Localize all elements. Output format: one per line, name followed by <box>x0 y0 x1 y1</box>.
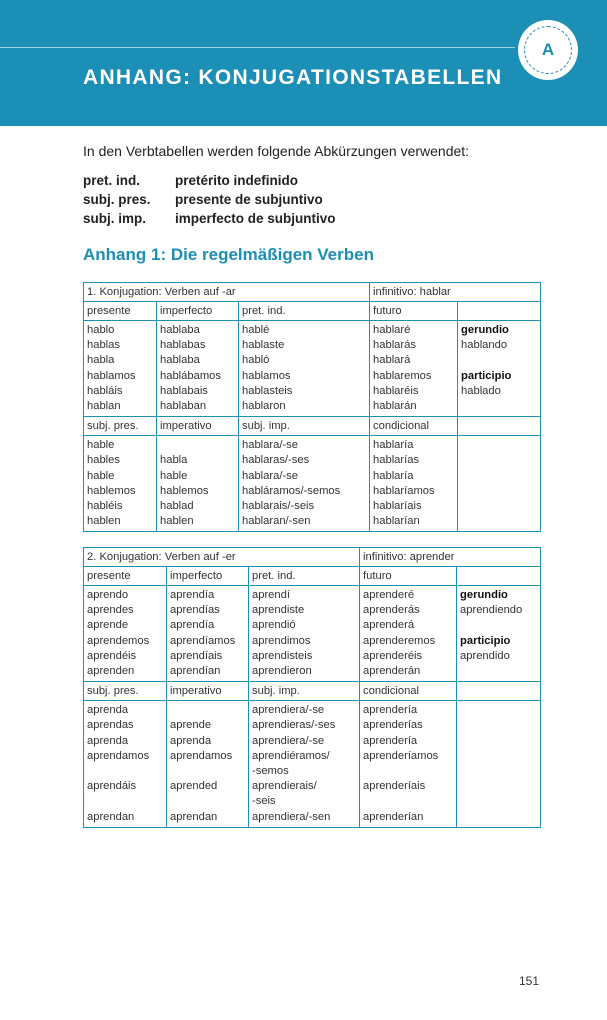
subj-pres-cell <box>84 701 167 828</box>
appendix-badge-letter: A <box>524 26 572 74</box>
verb-form: aprende <box>170 719 212 732</box>
abbreviation-key: pret. ind. <box>83 173 140 188</box>
verb-form: aprenda <box>87 734 129 747</box>
column-header-empty <box>457 682 541 701</box>
condicional-cell <box>360 701 457 828</box>
verb-form: hablaré <box>373 324 411 336</box>
verb-form: hablad <box>160 500 194 513</box>
verb-form: -semos <box>252 765 289 778</box>
verb-form: aprendierais/ <box>252 780 317 793</box>
conjugation-table-ar <box>83 282 541 532</box>
verb-form: hablarais/-seis <box>242 500 315 513</box>
verb-form: hablaste <box>242 339 285 352</box>
participio-form: aprendido <box>460 649 510 662</box>
conjugation-table-er <box>83 547 541 828</box>
abbreviation-value: imperfecto de subjuntivo <box>175 211 336 226</box>
verb-form: hablen <box>87 515 121 528</box>
verb-form: aprendieras/-ses <box>252 719 336 732</box>
verb-form: aprendamos <box>170 749 233 762</box>
column-header-empty <box>458 417 541 436</box>
verb-form: hablan <box>87 400 121 413</box>
verb-form: hablo <box>87 324 115 336</box>
verb-form: hable <box>87 439 115 452</box>
verb-form: hablamos <box>242 369 291 382</box>
intro-text: In den Verbtabellen werden folgende Abkürzungen verwendet: <box>83 143 470 159</box>
participio-label: participio <box>461 369 512 382</box>
verb-form: -seis <box>252 795 276 808</box>
verb-form: aprendería <box>363 734 418 747</box>
column-header: futuro <box>370 302 458 321</box>
verb-form: hablas <box>87 339 120 352</box>
verb-form: aprenderán <box>363 665 421 678</box>
subj-pres-cell <box>84 436 157 532</box>
verb-form: habláis <box>87 384 123 397</box>
gerundio-label: gerundio <box>461 324 509 336</box>
gerundio-form: hablando <box>461 339 508 352</box>
verb-form: aprendía <box>170 589 215 601</box>
verb-form: aprendiste <box>252 604 305 617</box>
verb-form: hablaremos <box>373 369 432 382</box>
verb-form: hablarás <box>373 339 416 352</box>
column-header: condicional <box>360 682 457 701</box>
verb-form: aprendáis <box>87 780 137 793</box>
verb-form: hablarían <box>373 515 420 528</box>
verb-form: hablemos <box>87 484 136 497</box>
verb-form: hablaban <box>160 400 207 413</box>
imperfecto-cell <box>157 321 239 417</box>
verb-form: hablaréis <box>373 384 419 397</box>
verb-form: hablabas <box>160 339 206 352</box>
subj-imp-cell <box>239 436 370 532</box>
verb-form: aprenden <box>87 665 135 678</box>
header-rule <box>0 47 515 48</box>
nonfinite-cell <box>457 586 541 682</box>
table-infinitive: infinitivo: aprender <box>360 548 541 567</box>
verb-form: habla <box>160 454 188 467</box>
verb-form: habláramos/-semos <box>242 484 341 497</box>
table-title: 2. Konjugation: Verben auf -er <box>84 548 360 567</box>
verb-form <box>170 703 245 718</box>
empty-cell <box>458 436 541 532</box>
verb-form: aprendes <box>87 604 134 617</box>
verb-form: hablen <box>160 515 194 528</box>
verb-form: hablaron <box>242 400 286 413</box>
abbreviation-list <box>83 171 336 228</box>
empty-cell <box>457 701 541 828</box>
verb-form: hablabais <box>160 384 208 397</box>
verb-form: aprenderemos <box>363 634 436 647</box>
verb-form: aprendas <box>87 719 134 732</box>
verb-form: hablará <box>373 354 411 367</box>
appendix-badge <box>518 20 578 80</box>
verb-form: aprenda <box>87 704 129 717</box>
pret-ind-cell <box>249 586 360 682</box>
participio-label: participio <box>460 634 511 647</box>
verb-form: aprenda <box>170 734 212 747</box>
column-header-empty <box>458 302 541 321</box>
gerundio-form: aprendiendo <box>460 604 523 617</box>
table-infinitive: infinitivo: hablar <box>370 283 541 302</box>
verb-form: hablaba <box>160 354 200 367</box>
column-header: subj. pres. <box>84 417 157 436</box>
verb-form: hables <box>87 454 120 467</box>
verb-form: aprendíais <box>170 649 223 662</box>
verb-form: aprendiéramos/ <box>252 749 330 762</box>
verb-form: aprenderá <box>363 619 415 632</box>
pret-ind-cell <box>239 321 370 417</box>
verb-form <box>160 438 235 453</box>
verb-form: hablé <box>242 324 270 336</box>
abbreviation-key: subj. imp. <box>83 211 147 226</box>
verb-form: aprendiera/-sen <box>252 810 331 823</box>
imperfecto-cell <box>167 586 249 682</box>
abbreviation-value: pretérito indefinido <box>175 173 298 188</box>
verb-form: aprenderé <box>363 589 415 601</box>
verb-form: hablaría <box>373 469 414 482</box>
column-header: condicional <box>370 417 458 436</box>
column-header: imperfecto <box>157 302 239 321</box>
verb-form: aprendan <box>87 810 135 823</box>
verb-form: hablasteis <box>242 384 293 397</box>
column-header: imperfecto <box>167 567 249 586</box>
column-header: subj. imp. <box>239 417 370 436</box>
presente-cell <box>84 586 167 682</box>
table-title: 1. Konjugation: Verben auf -ar <box>84 283 370 302</box>
column-header: presente <box>84 302 157 321</box>
futuro-cell <box>360 586 457 682</box>
verb-form: hablaba <box>160 324 200 336</box>
participio-form: hablado <box>461 384 501 397</box>
verb-form: hablaríais <box>373 500 422 513</box>
verb-form: hablara/-se <box>242 469 298 482</box>
verb-form: aprendisteis <box>252 649 313 662</box>
column-header-empty <box>457 567 541 586</box>
page-number: 151 <box>519 974 540 988</box>
verb-form: aprenderás <box>363 604 420 617</box>
page-title: ANHANG: KONJUGATIONSTABELLEN <box>83 66 503 89</box>
verb-form: hablaríamos <box>373 484 435 497</box>
section-title: Anhang 1: Die regelmäßigen Verben <box>83 245 374 264</box>
verb-form: aprendiera/-se <box>252 704 325 717</box>
abbreviation-value: presente de subjuntivo <box>175 192 323 207</box>
gerundio-label: gerundio <box>460 589 508 601</box>
verb-form: hablemos <box>160 484 209 497</box>
verb-form: hablaras/-ses <box>242 454 310 467</box>
verb-form: hablaría <box>373 439 414 452</box>
verb-form: aprendería <box>363 704 418 717</box>
verb-form: habló <box>242 354 270 367</box>
verb-form: aprenderías <box>363 719 423 732</box>
verb-form: aprenderéis <box>363 649 423 662</box>
verb-form: hablarán <box>373 400 417 413</box>
subj-imp-cell <box>249 701 360 828</box>
abbreviation-row <box>83 190 336 209</box>
abbreviation-row <box>83 171 336 190</box>
verb-form: aprendió <box>252 619 296 632</box>
abbreviation-row <box>83 209 336 228</box>
verb-form: habla <box>87 354 115 367</box>
verb-form: aprendía <box>170 619 215 632</box>
verb-form: aprenderían <box>363 810 424 823</box>
verb-form: aprenderíais <box>363 780 426 793</box>
presente-cell <box>84 321 157 417</box>
verb-form: hable <box>160 469 188 482</box>
column-header: imperativo <box>167 682 249 701</box>
imperativo-cell <box>167 701 249 828</box>
column-header: subj. pres. <box>84 682 167 701</box>
verb-form: hablaran/-sen <box>242 515 311 528</box>
imperativo-cell <box>157 436 239 532</box>
verb-form: aprendías <box>170 604 220 617</box>
verb-form: aprendan <box>170 810 218 823</box>
verb-form: aprendí <box>252 589 290 601</box>
verb-form: hablábamos <box>160 369 221 382</box>
verb-form: aprende <box>87 619 129 632</box>
column-header: pret. ind. <box>249 567 360 586</box>
verb-form: aprendieron <box>252 665 312 678</box>
verb-form: hablarías <box>373 454 420 467</box>
column-header: imperativo <box>157 417 239 436</box>
verb-form: aprendían <box>170 665 221 678</box>
verb-form: aprendiera/-se <box>252 734 325 747</box>
verb-form: aprendíamos <box>170 634 236 647</box>
column-header: presente <box>84 567 167 586</box>
column-header: subj. imp. <box>249 682 360 701</box>
verb-form: aprendéis <box>87 649 137 662</box>
column-header: futuro <box>360 567 457 586</box>
column-header: pret. ind. <box>239 302 370 321</box>
condicional-cell <box>370 436 458 532</box>
futuro-cell <box>370 321 458 417</box>
verb-form: hablamos <box>87 369 136 382</box>
abbreviation-key: subj. pres. <box>83 192 151 207</box>
header-band <box>0 0 607 126</box>
nonfinite-cell <box>458 321 541 417</box>
verb-form: aprenderíamos <box>363 749 439 762</box>
verb-form: aprendemos <box>87 634 150 647</box>
verb-form: hable <box>87 469 115 482</box>
verb-form: aprendamos <box>87 749 150 762</box>
verb-form: aprended <box>170 780 218 793</box>
verb-form: aprendo <box>87 589 129 601</box>
verb-form: aprendimos <box>252 634 311 647</box>
verb-form: hablara/-se <box>242 439 298 452</box>
verb-form: habléis <box>87 500 123 513</box>
